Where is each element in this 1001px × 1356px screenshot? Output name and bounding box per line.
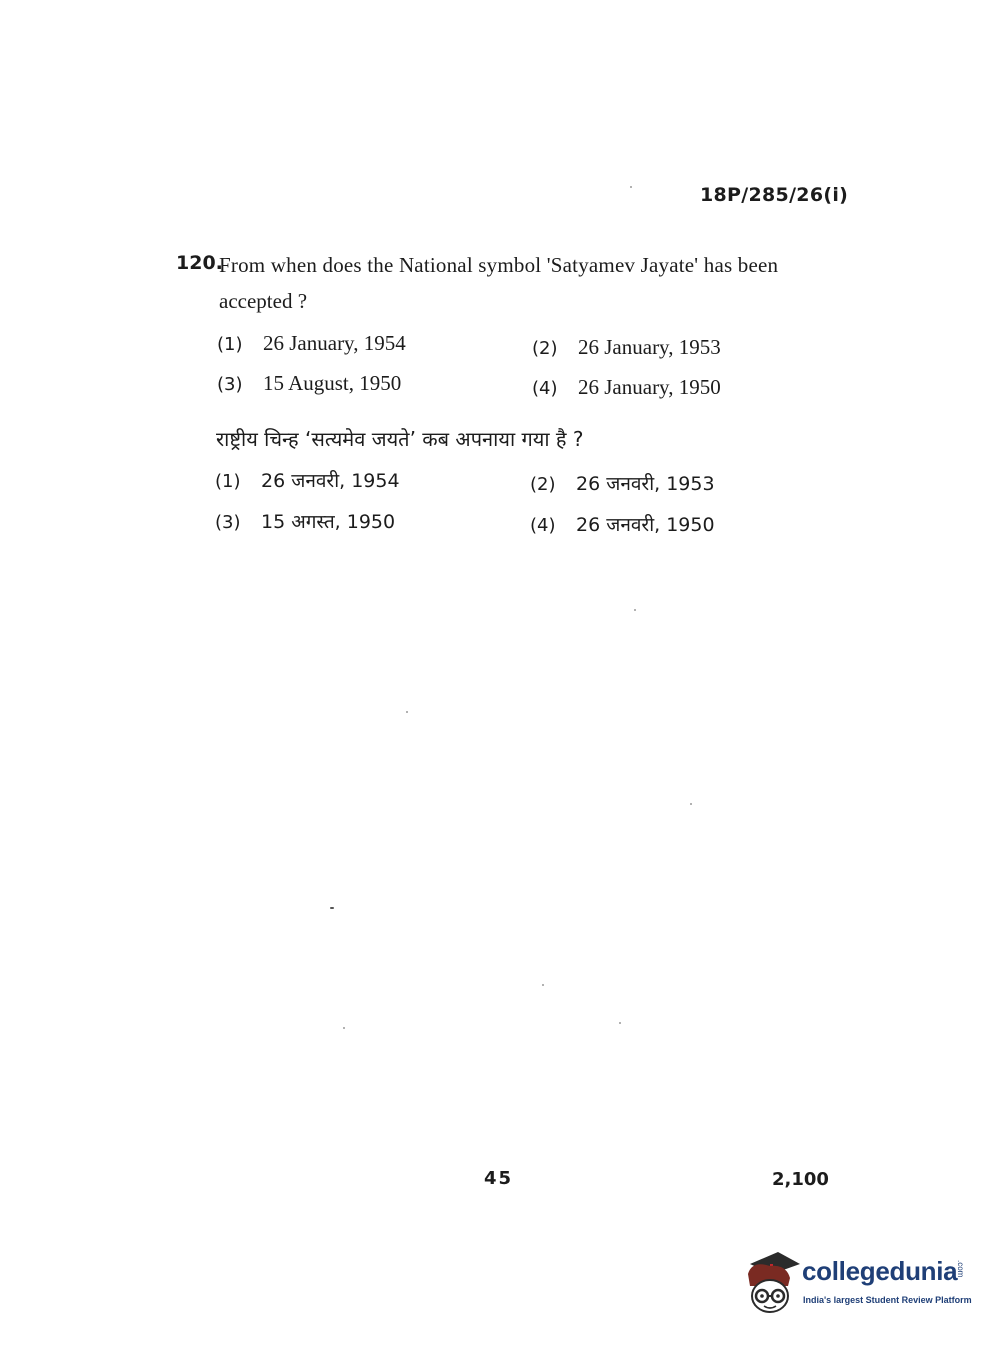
option-number: (4) xyxy=(532,378,558,399)
scan-speck xyxy=(619,1022,621,1024)
question-text-line-1: From when does the National symbol 'Satyamev Jayate' has been xyxy=(219,253,779,277)
scan-speck xyxy=(406,711,408,713)
scan-speck xyxy=(330,907,334,909)
copies-count: 2,100 xyxy=(772,1169,829,1190)
option-text: 26 जनवरी, 1950 xyxy=(576,514,715,536)
scan-speck xyxy=(542,984,544,986)
hindi-option-4 xyxy=(530,511,715,537)
option-3 xyxy=(217,371,401,396)
hindi-option-2 xyxy=(530,470,715,496)
option-number: (1) xyxy=(215,471,241,492)
brand-name: collegedunia xyxy=(802,1256,958,1286)
scan-speck xyxy=(634,609,636,611)
option-number: (2) xyxy=(530,474,556,495)
option-number: (2) xyxy=(532,338,558,359)
brand-suffix: .com xyxy=(956,1260,965,1278)
page-number: 45 xyxy=(484,1168,514,1189)
option-1 xyxy=(217,331,406,356)
hindi-question-text: राष्ट्रीय चिन्ह ‘सत्यमेव जयते’ कब अपनाया गया है ? xyxy=(216,427,584,451)
paper-code: 18P/285/26(i) xyxy=(700,184,849,206)
option-text: 26 January, 1953 xyxy=(578,335,721,359)
option-4 xyxy=(532,375,721,400)
mascot-icon xyxy=(742,1250,802,1320)
question-text-line-2: accepted ? xyxy=(219,289,308,313)
option-number: (3) xyxy=(215,512,241,533)
option-text: 15 अगस्त, 1950 xyxy=(261,511,396,533)
option-text: 15 August, 1950 xyxy=(263,371,402,395)
option-2 xyxy=(532,335,721,360)
hindi-option-1 xyxy=(215,467,400,493)
brand-tagline: India's largest Student Review Platform xyxy=(803,1295,972,1305)
scan-speck xyxy=(690,803,692,805)
scan-speck xyxy=(343,1027,345,1029)
option-text: 26 जनवरी, 1954 xyxy=(261,470,400,492)
option-number: (3) xyxy=(217,374,243,395)
scan-speck xyxy=(630,186,632,188)
option-text: 26 जनवरी, 1953 xyxy=(576,473,715,495)
option-text: 26 January, 1954 xyxy=(263,331,406,355)
option-number: (4) xyxy=(530,515,556,536)
question-number: 120. xyxy=(176,252,223,274)
collegedunia-logo xyxy=(742,1250,972,1320)
option-text: 26 January, 1950 xyxy=(578,375,721,399)
option-number: (1) xyxy=(217,334,243,355)
hindi-option-3 xyxy=(215,508,395,534)
